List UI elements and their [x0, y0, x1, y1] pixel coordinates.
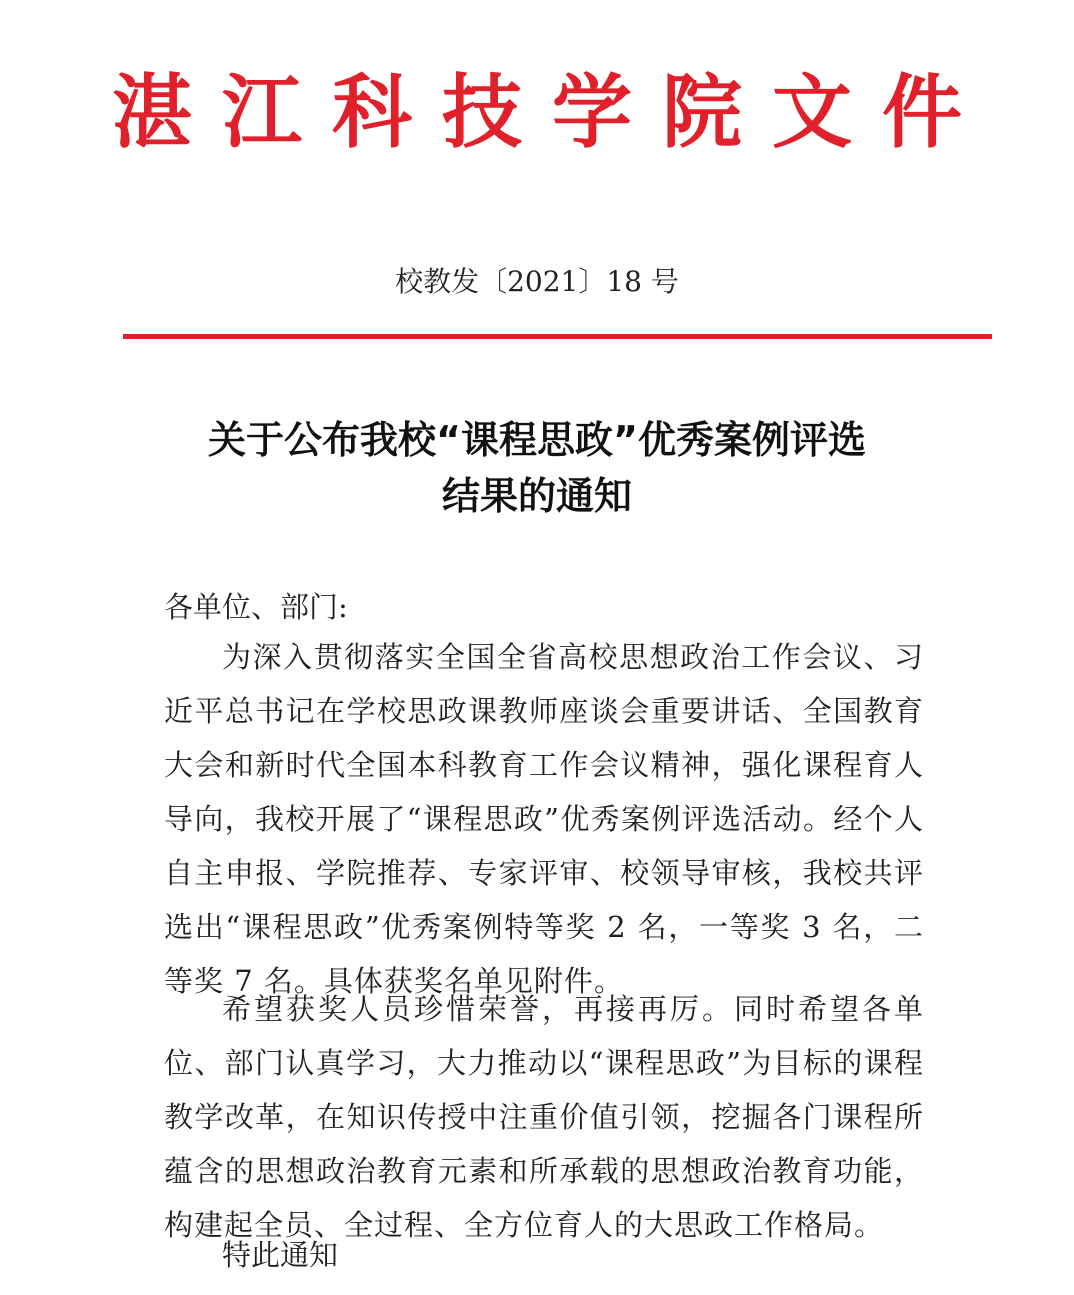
document-masthead: 湛江科技学院文件 — [112, 65, 992, 159]
body-paragraph-1: 为深入贯彻落实全国全省高校思想政治工作会议、习近平总书记在学校思政课教师座谈会重要讲话、全国教育大会和新时代全国本科教育工作会议精神，强化课程育人导向，我校开展了“课程思政”优秀案例评选活动。经个人自主申报、学院推荐、专家评审、校领导审核，我校共评选出“课程思政”优秀案例特等奖 2 名，一等奖 3 名，二等奖 7 名。具体获奖名单见附件。 — [164, 640, 924, 998]
title-line-2: 结果的通知 — [441, 474, 632, 518]
document-number: 校教发〔2021〕18 号 — [395, 265, 679, 298]
salutation: 各单位、部门: — [164, 590, 348, 624]
red-divider-rule — [123, 334, 992, 339]
document-title — [100, 412, 974, 524]
closing-remark: 特此通知 — [222, 1238, 339, 1272]
title-line-1: 关于公布我校“课程思政”优秀案例评选 — [208, 418, 866, 462]
body-paragraph-2: 希望获奖人员珍惜荣誉，再接再厉。同时希望各单位、部门认真学习，大力推动以“课程思政”为目标的课程教学改革，在知识传授中注重价值引领，挖掘各门课程所蕴含的思想政治教育元素和所承载的思想政治教育功能，构建起全员、全过程、全方位育人的大思政工作格局。 — [164, 992, 924, 1242]
